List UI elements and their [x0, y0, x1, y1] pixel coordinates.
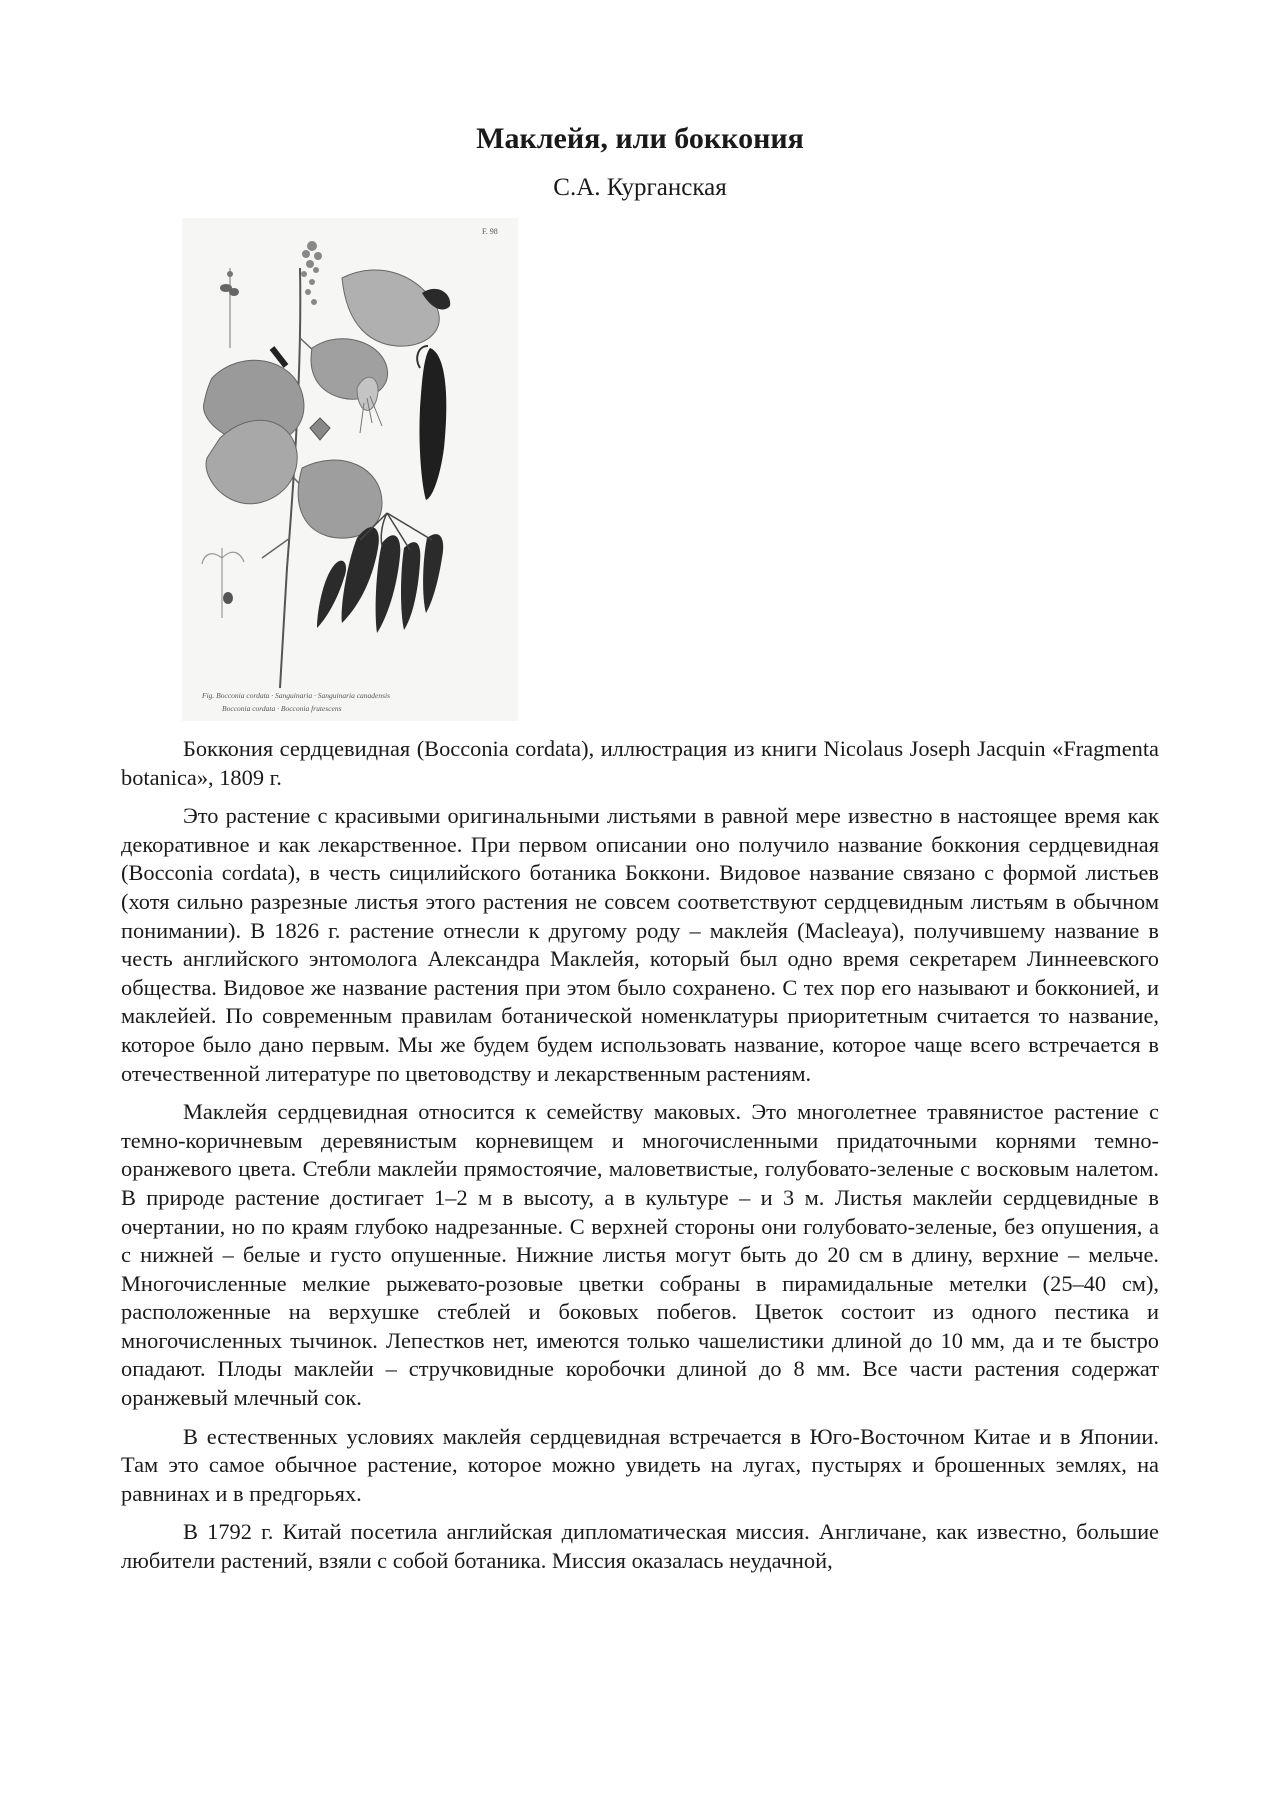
document-title: Маклейя, или боккония: [476, 122, 804, 155]
figure-legend-line-2: Bocconia cordata · Bocconia frutescens: [222, 704, 342, 713]
paragraph: Это растение с красивыми оригинальными листьями в равной мере известно в настоящее время как декоративное и как лекарственное. При первом описании оно получило название боккония сердцевидная (Bocconia cordata), в честь сицилийского ботаника Боккони. Видовое название связано с формой листьев (хотя сильно разрезные листья этого растения не совсем соответствуют сердцевидным листьям в обычном понимании). В 1826 г. растение отнесли к другому роду – маклейя (Macleaya), получившему название в честь английского энтомолога Александра Маклейя, который был одно время секретарем Линнеевского общества. Видовое же название растения при этом было сохранено. С тех пор его называют и боккониeй, и маклейей. По современным правилам ботанической номенклатуры приоритетным считается то название, которое было дано первым. Мы же будем будем использовать название, которое чаще всего встречается в отечественной литературе по цветоводству и лекарственным растениям.: [121, 803, 1159, 1086]
document-author: С.А. Курганская: [553, 174, 727, 201]
figure-legend-line-1: Fig. Bocconia cordata · Sanguinaria · Sanguinaria canadensis: [202, 691, 391, 700]
article-body: [121, 735, 1159, 1586]
paragraph: В 1792 г. Китай посетила английская дипломатическая миссия. Англичане, как известно, большие любители растений, взяли с собой ботаника. Миссия оказалась неудачной,: [121, 1519, 1159, 1574]
botanical-illustration: [182, 218, 518, 721]
plate-number: F. 98: [482, 227, 498, 236]
figure-caption: Боккония сердцевидная (Bocconia cordata), иллюстрация из книги Nicolaus Joseph Jacquin «Fragmenta botanica», 1809 г.: [121, 736, 1159, 790]
paragraph: Маклейя сердцевидная относится к семейству маковых. Это многолетнее травянистое растение с темно-коричневым деревянистым корневищем и многочисленными придаточными корнями темно-оранжевого цвета. Стебли маклейи прямостоячие, маловетвистые, голубовато-зеленые с восковым налетом. В природе растение достигает 1–2 м в высоту, а в культуре – и 3 м. Листья маклейи сердцевидные в очертании, но по краям глубоко надрезанные. С верхней стороны они голубовато-зеленые, без опушения, а с нижней – белые и густо опушенные. Нижние листья могут быть до 20 см в длину, верхние – мельче. Многочисленные мелкие рыжевато-розовые цветки собраны в пирамидальные метелки (25–40 см), расположенные на верхушке стеблей и боковых побегов. Цветок состоит из одного пестика и многочисленных тычинок. Лепестков нет, имеются только чашелистики длиной до 10 мм, да и те быстро опадают. Плоды маклейи – стручковидные коробочки длиной до 8 мм. Все части растения содержат оранжевый млечный сок.: [121, 1099, 1159, 1411]
paragraph: В естественных условиях маклейя сердцевидная встречается в Юго-Восточном Китае и в Японии. Там это самое обычное растение, которое можно увидеть на лугах, пустырях и брошенных землях, на равнинах и в предгорьях.: [121, 1423, 1159, 1506]
